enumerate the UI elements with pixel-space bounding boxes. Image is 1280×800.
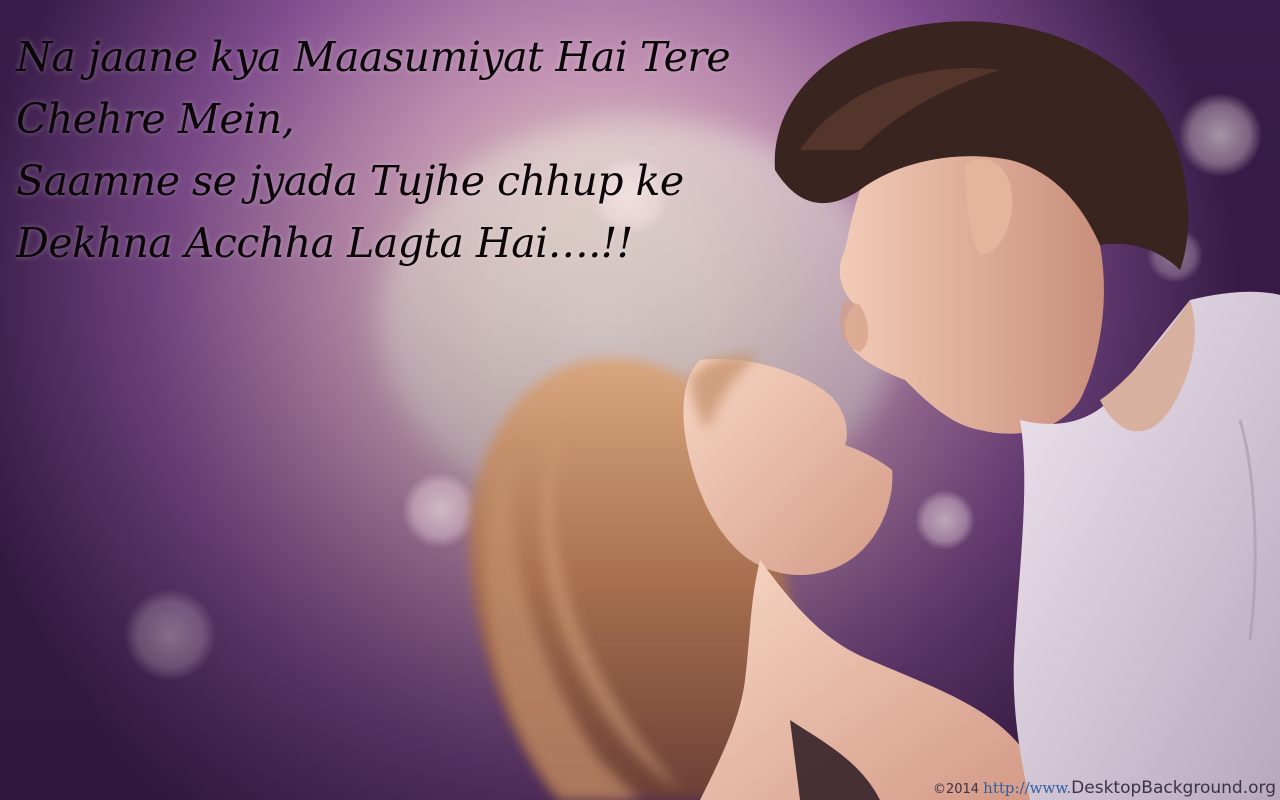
- quote-line-3: Saamne se jyada Tujhe chhup ke: [16, 157, 684, 205]
- watermark-site: DesktopBackground.org: [1071, 778, 1276, 798]
- quote-line-4: Dekhna Acchha Lagta Hai….!!: [16, 219, 633, 267]
- quote-line-2: Chehre Mein,: [16, 95, 295, 143]
- watermark-copyright: ©2014: [932, 782, 980, 797]
- watermark: [933, 778, 1276, 798]
- watermark-url-prefix: http://www.: [983, 779, 1072, 797]
- quote-line-1: Na jaane kya Maasumiyat Hai Tere: [16, 33, 731, 81]
- romantic-quote: [16, 26, 816, 274]
